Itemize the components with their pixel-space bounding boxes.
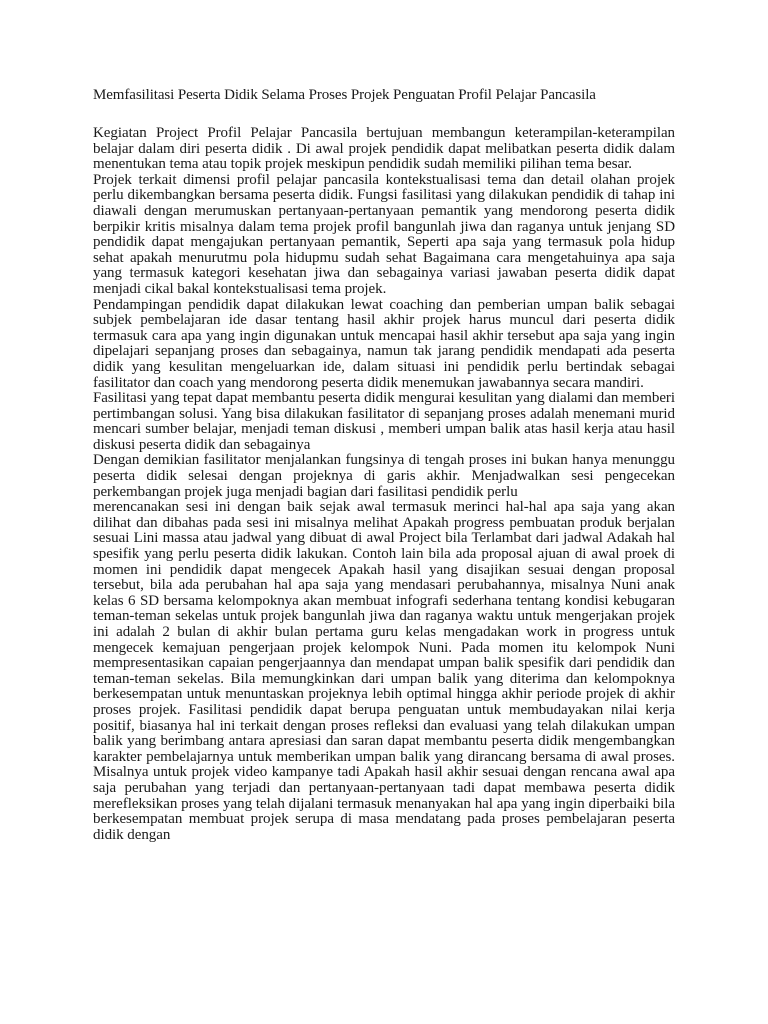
paragraph-facilitation: Fasilitasi yang tepat dapat membantu peserta didik mengurai kesulitan yang dialami dan memberi pertimbangan solusi. Yang bisa dilakukan fasilitator di sepanjang proses adalah menemani murid mencari sumber belajar, menjadi teman diskusi , memberi umpan balik atas hasil kerja atau hasil diskusi peserta didik dan sebagainya (93, 390, 675, 453)
paragraph-fasilitator-role: Dengan demikian fasilitator menjalankan fungsinya di tengah proses ini bukan hanya menunggu peserta didik selesai dengan projeknya di garis akhir. Menjadwalkan sesi pengecekan perkembangan projek juga menjadi bagian dari fasilitasi pendidik perlu (93, 452, 675, 500)
document-body (93, 126, 675, 843)
paragraph-purpose: Kegiatan Project Profil Pelajar Pancasila bertujuan membangun keterampilan-keterampilan belajar dalam diri peserta didik . Di awal projek pendidik dapat melibatkan peserta didik dalam menentukan tema atau topik projek meskipun pendidik sudah memiliki pilihan tema besar. (93, 125, 675, 173)
paragraph-progress-check: merencanakan sesi ini dengan baik sejak awal termasuk merinci hal-hal apa saja yang akan dilihat dan dibahas pada sesi ini misalnya melihat Apakah progress pembuatan produk berjalan sesuai Lini massa atau jadwal yang dibuat di awal Project bila Terlambat dari jadwal Adakah hal spesifik yang perlu peserta didik lakukan. Contoh lain bila ada proposal ajuan di awal proek di momen ini pendidik dapat mengecek Apakah hasil yang disajikan sesuai dengan proposal tersebut, bila ada perubahan hal apa saja yang mendasari perubahannya, misalnya Nuni anak kelas 6 SD bersama kelompoknya akan membuat infografi sederhana tentang kondisi kebugaran teman-teman sekelas untuk projek bangunlah jiwa dan raganya waktu untuk mengerjakan projek ini adalah 2 bulan di akhir bulan pertama guru kelas mengadakan work in progress untuk mengecek kemajuan pengerjaan projek kelompok Nuni. Pada momen itu kelompok Nuni mempresentasikan capaian pengerjaannya dan mendapat umpan balik spesifik dari pendidik dan teman-teman sekelas. Bila memungkinkan dari umpan balik yang diterima dan kelompoknya berkesempatan untuk menuntaskan projeknya lebih optimal hingga akhir periode projek di akhir proses projek. Fasilitasi pendidik dapat berupa penguatan untuk membudayakan nilai kerja positif, biasanya hal ini terkait dengan proses refleksi dan evaluasi yang telah dilakukan umpan balik yang berimbang antara apresiasi dan saran dapat membantu peserta didik mengembangkan karakter pembelajarnya untuk memberikan umpan balik yang dirancang bersama di awal proses. Misalnya untuk projek video kampanye tadi Apakah hasil akhir sesuai dengan rencana awal apa saja perubahan yang terjadi dan pertanyaan-pertanyaan tadi dapat membawa peserta didik merefleksikan proses yang telah dijalani termasuk menanyakan hal apa yang ingin diperbaiki bila berkesempatan membuat projek serupa di masa mendatang pada proses pembelajaran peserta didik dengan (93, 499, 675, 843)
document-page (93, 87, 675, 843)
paragraph-context: Projek terkait dimensi profil pelajar pancasila kontekstualisasi tema dan detail olahan projek perlu dikembangkan bersama peserta didik. Fungsi fasilitasi yang dilakukan pendidik di tahap ini diawali dengan merumuskan pertanyaan-pertanyaan pemantik yang mendorong peserta didik berpikir kritis misalnya dalam tema projek profil bangunlah jiwa dan raganya untuk jenjang SD pendidik dapat mengajukan pertanyaan pemantik, Seperti apa saja yang termasuk pola hidup sehat apakah menurutmu pola hidupmu sudah sehat Bagaimana cara mengetahuinya apa saja yang termasuk kategori kesehatan jiwa dan sebagainya variasi jawaban peserta didik dapat menjadi cikal bakal kontekstualisasi tema projek. (93, 171, 675, 297)
paragraph-mentoring: Pendampingan pendidik dapat dilakukan lewat coaching dan pemberian umpan balik sebagai subjek pembelajaran ide dasar tentang hasil akhir projek harus muncul dari peserta didik termasuk cara apa yang ingin digunakan untuk mencapai hasil akhir tersebut apa saja yang ingin dipelajari sepanjang proses dan sebagainya, namun tak jarang pendidik mendapati ada peserta didik yang kesulitan mengeluarkan ide, dalam situasi ini pendidik perlu bertindak sebagai fasilitator dan coach yang mendorong peserta didik menemukan jawabannya secara mandiri. (93, 296, 675, 391)
document-title: Memfasilitasi Peserta Didik Selama Proses Projek Penguatan Profil Pelajar Pancasila (93, 87, 596, 103)
